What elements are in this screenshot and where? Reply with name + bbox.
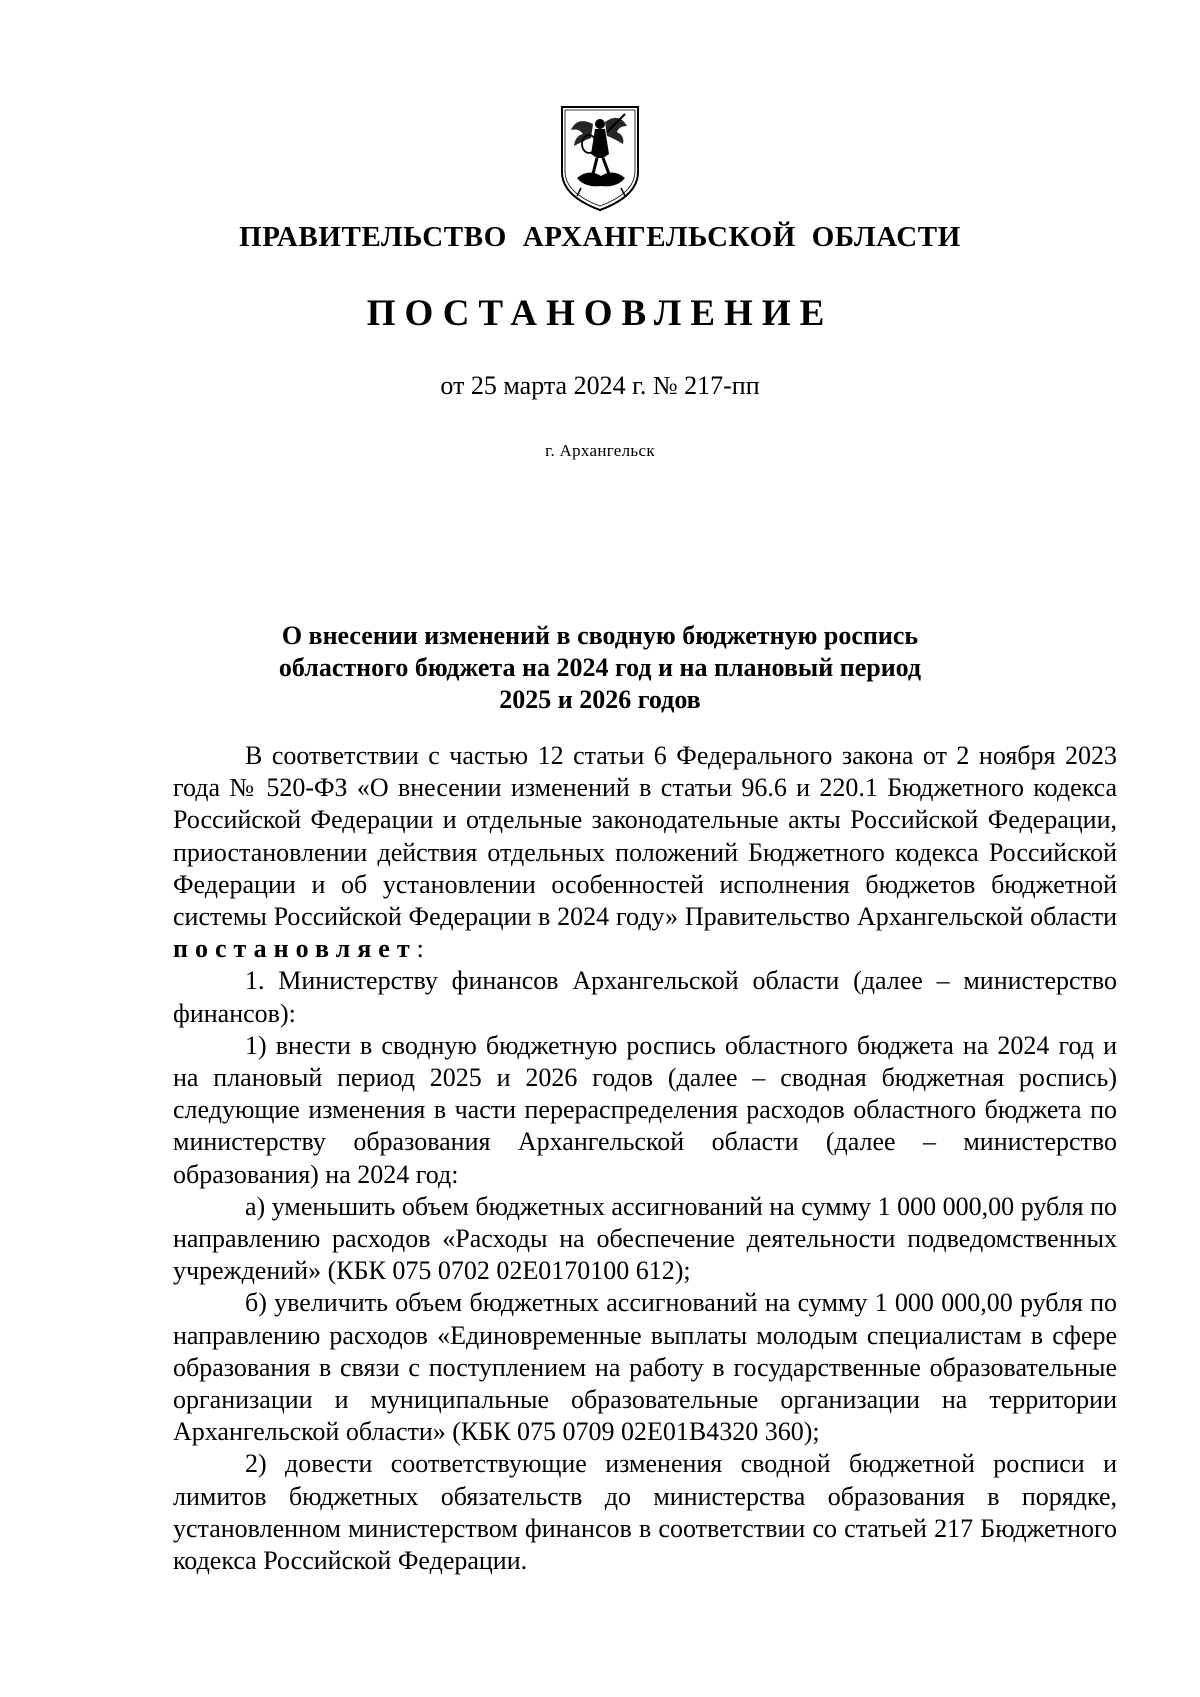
item-1-1-a-paragraph: а) уменьшить объем бюджетных ассигнований на сумму 1 000 000,00 рубля по направлению расходов «Расходы на обеспечение деятельности подведомственных учреждений» (КБК 075 0702 02Е0170100 612);: [173, 1191, 1117, 1286]
item-1-1-paragraph: 1) внести в сводную бюджетную роспись областного бюджета на 2024 год и на плановый период 2025 и 2026 годов (далее – сводная бюджетная роспись) следующие изменения в части перераспределения расходов областного бюджета по министерству образования Архангельской области (далее – министерство образования) на 2024 год:: [173, 1030, 1117, 1189]
preamble-colon: :: [416, 934, 424, 964]
government-name: ПРАВИТЕЛЬСТВО АРХАНГЕЛЬСКОЙ ОБЛАСТИ: [239, 221, 961, 253]
preamble-text: В соответствии с частью 12 статьи 6 Федерального закона от 2 ноября 2023 года № 520-ФЗ «О внесении изменений в статьи 96.6 и 220.1 Бюджетного кодекса Российской Федерации и отдельные законодательные акты Российской Федерации, приостановлении действия отдельных положений Бюджетного кодекса Российской Федерации и об установлении особенностей исполнения бюджетов бюджетной системы Российской Федерации в 2024 году» Правительство Архангельской области: [173, 741, 1117, 932]
document-type: ПОСТАНОВЛЕНИЕ: [366, 293, 834, 334]
preamble-paragraph: [173, 740, 1117, 965]
document-place: г. Архангельск: [545, 441, 655, 460]
document-title-line: областного бюджета на 2024 год и на плановый период: [278, 653, 922, 682]
document-title: [260, 620, 940, 716]
resolves-word: постановляет: [173, 934, 417, 964]
document-title-line: О внесении изменений в сводную бюджетную роспись: [281, 621, 919, 650]
item-1-2-paragraph: 2) довести соответствующие изменения сводной бюджетной росписи и лимитов бюджетных обязательств до министерства образования в порядке, установленном министерством финансов в соответствии со статьей 217 Бюджетного кодекса Российской Федерации.: [173, 1449, 1117, 1576]
document-date-number: от 25 марта 2024 г. № 217-пп: [440, 371, 760, 400]
coat-of-arms-icon: [559, 104, 641, 213]
document-body: [173, 740, 1117, 1577]
document-title-line: 2025 и 2026 годов: [499, 685, 701, 714]
item-1-paragraph: 1. Министерству финансов Архангельской области (далее – министерство финансов):: [173, 966, 1117, 1028]
item-1-1-b-paragraph: б) увеличить объем бюджетных ассигнований на сумму 1 000 000,00 рубля по направлению расходов «Единовременные выплаты молодым специалистам в сфере образования в связи с поступлением на работу в государственные образовательные организации и муниципальные образовательные организации на территории Архангельской области» (КБК 075 0709 02Е01В4320 360);: [173, 1288, 1117, 1447]
